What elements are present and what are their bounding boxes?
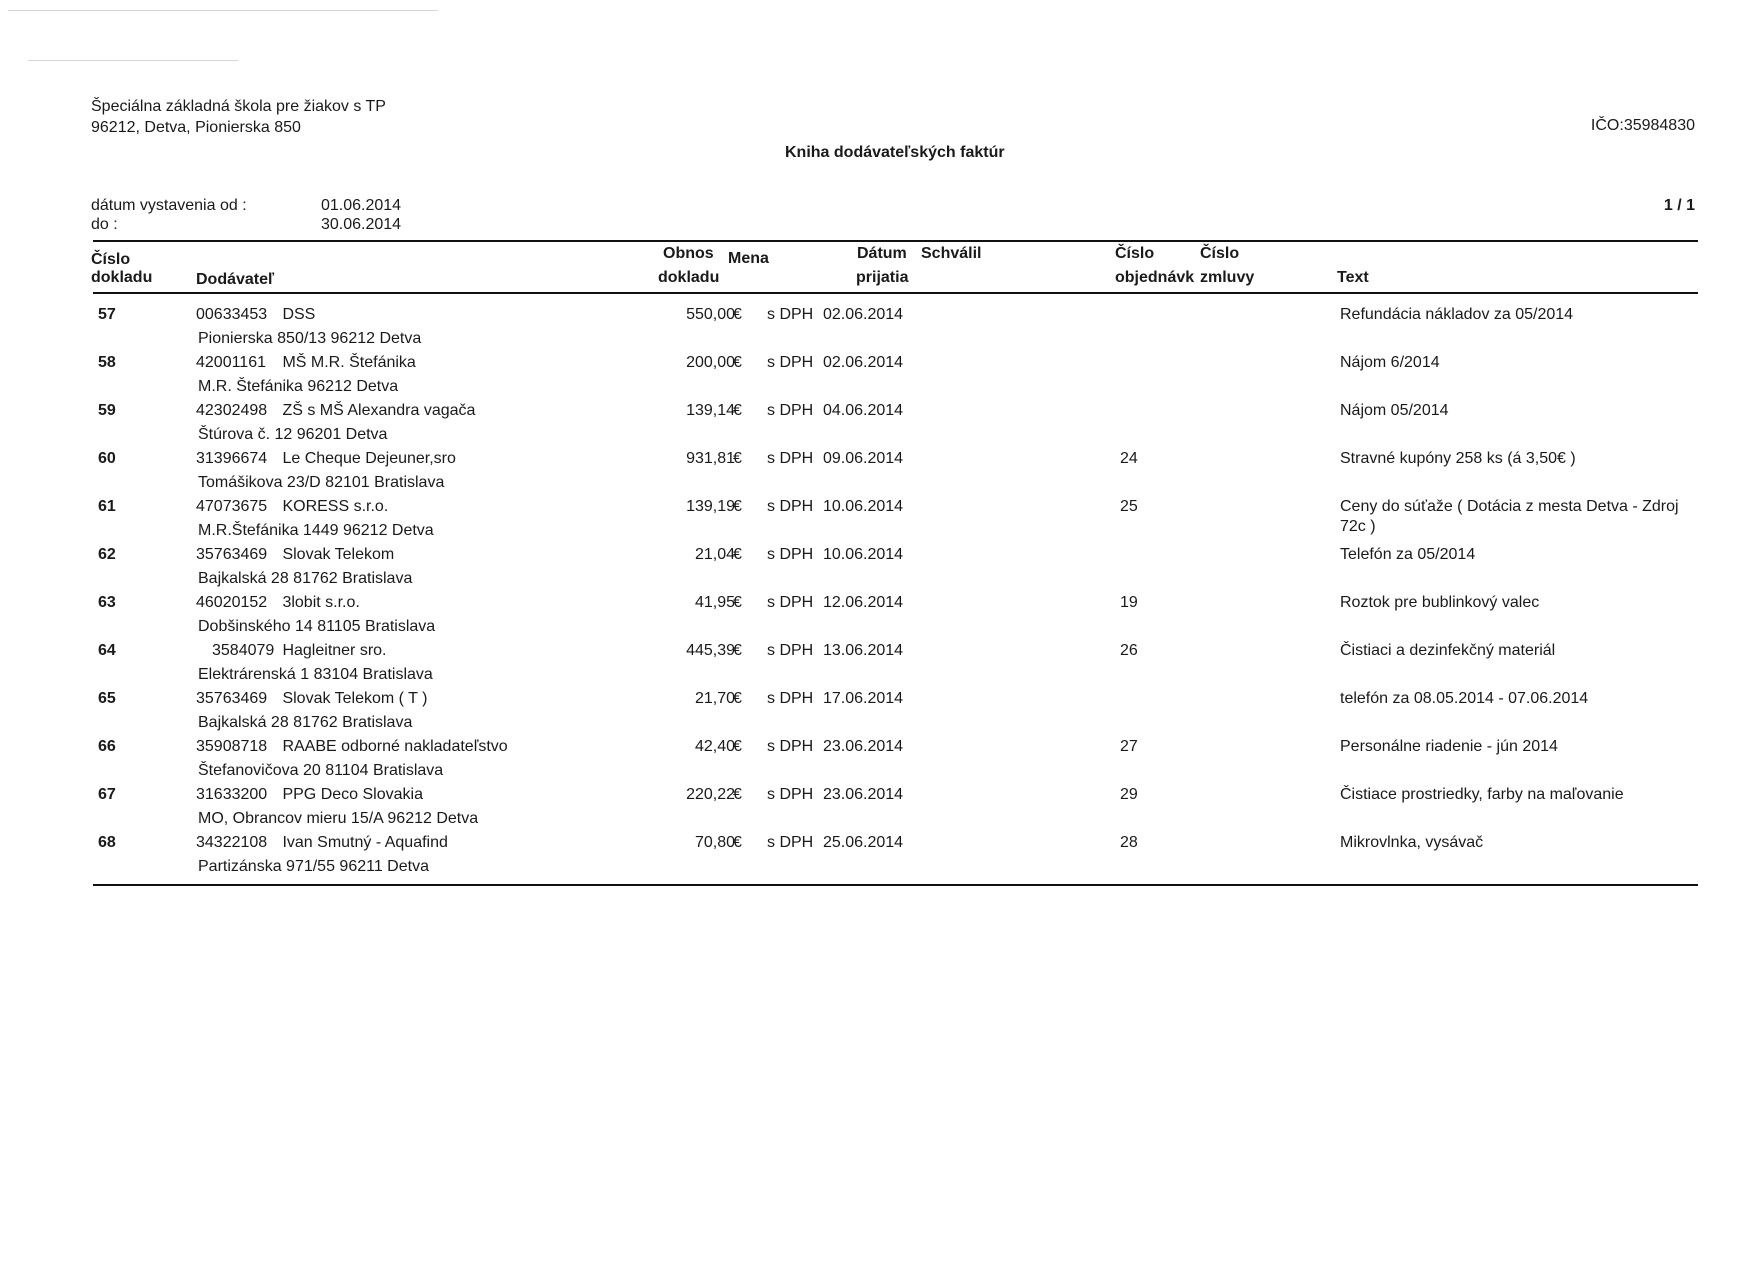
amount: 70,80 bbox=[694, 834, 735, 851]
supplier bbox=[196, 497, 388, 517]
col-text: Text bbox=[1337, 269, 1369, 286]
vat-flag: s DPH bbox=[767, 546, 814, 563]
amount: 21,04 bbox=[694, 546, 735, 563]
order-number: 24 bbox=[1120, 450, 1138, 467]
table-row bbox=[0, 445, 1755, 493]
supplier-name: Ivan Smutný - Aquafind bbox=[282, 834, 448, 851]
table-row bbox=[0, 589, 1755, 637]
invoice-number: 68 bbox=[98, 834, 116, 851]
amount: 41,95 bbox=[694, 594, 735, 611]
supplier bbox=[196, 737, 508, 757]
vat-flag: s DPH bbox=[767, 594, 814, 611]
vat-flag: s DPH bbox=[767, 834, 814, 851]
currency: € bbox=[733, 354, 742, 371]
received-date: 10.06.2014 bbox=[823, 498, 904, 515]
period-from-label: dátum vystavenia od : bbox=[91, 197, 247, 214]
supplier-ico: 35763469 bbox=[196, 546, 268, 563]
description: Stravné kupóny 258 ks (á 3,50€ ) bbox=[1340, 450, 1576, 467]
col-schvalil: Schválil bbox=[921, 245, 982, 262]
vat-flag: s DPH bbox=[767, 786, 814, 803]
vat-flag: s DPH bbox=[767, 402, 814, 419]
invoice-number: 67 bbox=[98, 786, 116, 803]
col-objednavka-line1: Číslo bbox=[1115, 245, 1155, 262]
supplier-name: DSS bbox=[282, 306, 316, 323]
received-date: 13.06.2014 bbox=[823, 642, 904, 659]
invoice-number: 63 bbox=[98, 594, 116, 611]
col-cislo-line1: Číslo bbox=[91, 251, 131, 268]
description: Čistiace prostriedky, farby na maľovanie bbox=[1340, 786, 1624, 803]
supplier-address: Bajkalská 28 81762 Bratislava bbox=[198, 714, 413, 731]
supplier-name: Hagleitner sro. bbox=[282, 642, 387, 659]
currency: € bbox=[733, 306, 742, 323]
supplier-name: Le Cheque Dejeuner,sro bbox=[282, 450, 456, 467]
invoice-number: 61 bbox=[98, 498, 116, 515]
amount: 139,14 bbox=[686, 402, 735, 419]
invoice-number: 65 bbox=[98, 690, 116, 707]
period-from-value: 01.06.2014 bbox=[321, 197, 402, 214]
col-obnos-line2: dokladu bbox=[658, 269, 720, 286]
period-to-label: do : bbox=[91, 216, 118, 233]
received-date: 17.06.2014 bbox=[823, 690, 904, 707]
table-row bbox=[0, 781, 1755, 829]
supplier-address: Dobšinského 14 81105 Bratislava bbox=[198, 618, 436, 635]
table-row bbox=[0, 493, 1755, 541]
order-number: 26 bbox=[1120, 642, 1138, 659]
vat-flag: s DPH bbox=[767, 498, 814, 515]
supplier-address: Bajkalská 28 81762 Bratislava bbox=[198, 570, 413, 587]
scan-artifact-line bbox=[28, 60, 238, 61]
supplier-ico: 31633200 bbox=[196, 786, 268, 803]
col-mena: Mena bbox=[728, 250, 769, 267]
supplier-ico: 3584079 bbox=[212, 642, 275, 659]
supplier-address: Partizánska 971/55 96211 Detva bbox=[198, 858, 429, 875]
table-row bbox=[0, 733, 1755, 781]
currency: € bbox=[733, 450, 742, 467]
currency: € bbox=[733, 738, 742, 755]
vat-flag: s DPH bbox=[767, 306, 814, 323]
supplier-address: M.R.Štefánika 1449 96212 Detva bbox=[198, 522, 434, 539]
supplier bbox=[196, 641, 387, 661]
invoice-number: 58 bbox=[98, 354, 116, 371]
supplier-name: KORESS s.r.o. bbox=[282, 498, 389, 515]
order-number: 29 bbox=[1120, 786, 1138, 803]
invoice-number: 62 bbox=[98, 546, 116, 563]
description: Personálne riadenie - jún 2014 bbox=[1340, 738, 1558, 755]
supplier-name: MŠ M.R. Štefánika bbox=[282, 354, 416, 371]
order-number: 28 bbox=[1120, 834, 1138, 851]
currency: € bbox=[733, 834, 742, 851]
order-number: 27 bbox=[1120, 738, 1138, 755]
supplier-ico: 34322108 bbox=[196, 834, 268, 851]
amount: 21,70 bbox=[694, 690, 735, 707]
received-date: 02.06.2014 bbox=[823, 306, 904, 323]
received-date: 25.06.2014 bbox=[823, 834, 904, 851]
currency: € bbox=[733, 546, 742, 563]
invoice-number: 57 bbox=[98, 306, 116, 323]
invoice-number: 64 bbox=[98, 642, 116, 659]
col-datum-line2: prijatia bbox=[856, 269, 909, 286]
received-date: 12.06.2014 bbox=[823, 594, 904, 611]
amount: 445,39 bbox=[686, 642, 735, 659]
amount: 42,40 bbox=[694, 738, 735, 755]
col-obnos-line1: Obnos bbox=[663, 245, 714, 262]
col-dodavatel: Dodávateľ bbox=[196, 271, 275, 288]
received-date: 02.06.2014 bbox=[823, 354, 904, 371]
supplier bbox=[196, 449, 456, 469]
supplier bbox=[196, 305, 315, 325]
supplier-ico: 35763469 bbox=[196, 690, 268, 707]
invoice-number: 66 bbox=[98, 738, 116, 755]
vat-flag: s DPH bbox=[767, 450, 814, 467]
vat-flag: s DPH bbox=[767, 690, 814, 707]
currency: € bbox=[733, 498, 742, 515]
supplier-name: 3lobit s.r.o. bbox=[282, 594, 360, 611]
supplier-name: RAABE odborné nakladateľstvo bbox=[282, 738, 508, 755]
supplier-address: Štefanovičova 20 81104 Bratislava bbox=[198, 762, 444, 779]
supplier-ico: 47073675 bbox=[196, 498, 268, 515]
vat-flag: s DPH bbox=[767, 642, 814, 659]
supplier bbox=[196, 401, 475, 421]
description: telefón za 08.05.2014 - 07.06.2014 bbox=[1340, 690, 1589, 707]
currency: € bbox=[733, 594, 742, 611]
supplier-address: Štúrova č. 12 96201 Detva bbox=[198, 426, 388, 443]
currency: € bbox=[733, 690, 742, 707]
page-number: 1 / 1 bbox=[1663, 197, 1695, 214]
org-ico: IČO:35984830 bbox=[1590, 117, 1695, 134]
supplier-address: M.R. Štefánika 96212 Detva bbox=[198, 378, 399, 395]
description: Roztok pre bublinkový valec bbox=[1340, 594, 1540, 611]
description: Nájom 05/2014 bbox=[1340, 402, 1449, 419]
supplier bbox=[196, 593, 360, 613]
supplier-name: Slovak Telekom bbox=[282, 546, 395, 563]
supplier bbox=[196, 689, 427, 709]
description: Ceny do súťaže ( Dotácia z mesta Detva - Zdroj 72c ) bbox=[1340, 498, 1679, 535]
supplier-ico: 31396674 bbox=[196, 450, 268, 467]
vat-flag: s DPH bbox=[767, 354, 814, 371]
supplier-ico: 46020152 bbox=[196, 594, 268, 611]
table-row bbox=[0, 685, 1755, 733]
supplier bbox=[196, 785, 423, 805]
supplier-ico: 35908718 bbox=[196, 738, 268, 755]
col-cislo-line2: dokladu bbox=[91, 269, 153, 286]
description: Čistiaci a dezinfekčný materiál bbox=[1340, 642, 1556, 659]
table-bottom-rule bbox=[93, 884, 1698, 886]
amount: 220,22 bbox=[686, 786, 735, 803]
supplier-address: Elektrárenská 1 83104 Bratislava bbox=[198, 666, 433, 683]
table-row bbox=[0, 637, 1755, 685]
col-objednavka-line2: objednávk bbox=[1115, 269, 1195, 286]
table-row bbox=[0, 829, 1755, 877]
table-row bbox=[0, 541, 1755, 589]
vat-flag: s DPH bbox=[767, 738, 814, 755]
org-name: Špeciálna základná škola pre žiakov s TP bbox=[91, 98, 386, 115]
period-to-value: 30.06.2014 bbox=[321, 216, 402, 233]
col-zmluva-line1: Číslo bbox=[1200, 245, 1240, 262]
invoice-number: 59 bbox=[98, 402, 116, 419]
supplier bbox=[196, 353, 416, 373]
col-datum-line1: Dátum bbox=[857, 245, 907, 262]
description: Refundácia nákladov za 05/2014 bbox=[1340, 306, 1574, 323]
scan-artifact-line bbox=[8, 10, 438, 11]
supplier bbox=[196, 833, 448, 853]
amount: 550,00 bbox=[686, 306, 735, 323]
amount: 200,00 bbox=[686, 354, 735, 371]
amount: 931,81 bbox=[686, 450, 735, 467]
received-date: 10.06.2014 bbox=[823, 546, 904, 563]
table-row bbox=[0, 397, 1755, 445]
description: Telefón za 05/2014 bbox=[1340, 546, 1476, 563]
org-address: 96212, Detva, Pionierska 850 bbox=[91, 119, 301, 136]
supplier-ico: 42001161 bbox=[196, 354, 266, 371]
supplier-name: Slovak Telekom ( T ) bbox=[282, 690, 428, 707]
received-date: 09.06.2014 bbox=[823, 450, 904, 467]
header-top-rule bbox=[93, 240, 1698, 242]
supplier-ico: 42302498 bbox=[196, 402, 268, 419]
order-number: 19 bbox=[1120, 594, 1138, 611]
supplier-address: MO, Obrancov mieru 15/A 96212 Detva bbox=[198, 810, 479, 827]
invoice-number: 60 bbox=[98, 450, 116, 467]
supplier-name: ZŠ s MŠ Alexandra vagača bbox=[282, 402, 476, 419]
supplier bbox=[196, 545, 394, 565]
table-row bbox=[0, 301, 1755, 349]
received-date: 23.06.2014 bbox=[823, 786, 904, 803]
supplier-address: Pionierska 850/13 96212 Detva bbox=[198, 330, 422, 347]
description: Mikrovlnka, vysávač bbox=[1340, 834, 1484, 851]
table-row bbox=[0, 349, 1755, 397]
supplier-name: PPG Deco Slovakia bbox=[282, 786, 423, 803]
currency: € bbox=[733, 642, 742, 659]
document-title: Kniha dodávateľských faktúr bbox=[785, 144, 1005, 161]
amount: 139,19 bbox=[686, 498, 735, 515]
received-date: 04.06.2014 bbox=[823, 402, 904, 419]
received-date: 23.06.2014 bbox=[823, 738, 904, 755]
header-bottom-rule bbox=[93, 292, 1698, 294]
supplier-address: Tomášikova 23/D 82101 Bratislava bbox=[198, 474, 445, 491]
col-zmluva-line2: zmluvy bbox=[1200, 269, 1255, 286]
supplier-ico: 00633453 bbox=[196, 306, 268, 323]
currency: € bbox=[733, 402, 742, 419]
order-number: 25 bbox=[1120, 498, 1138, 515]
currency: € bbox=[733, 786, 742, 803]
description: Nájom 6/2014 bbox=[1340, 354, 1440, 371]
